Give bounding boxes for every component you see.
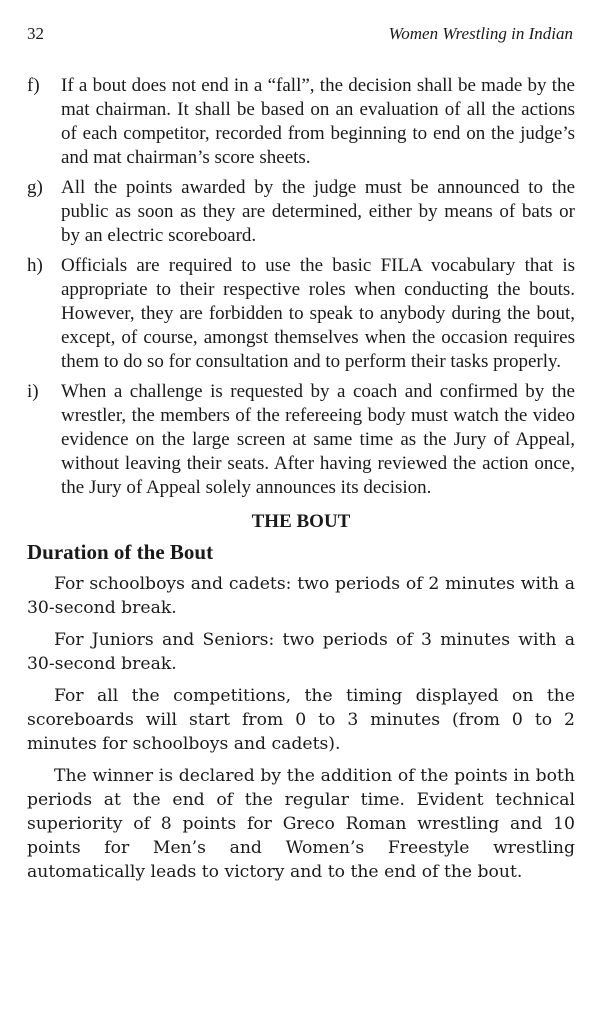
list-item-text: Officials are required to use the basic FILA vocabulary that is appropriate to their respective roles when conducting the bouts. However, they are forbidden to speak to anybody during the bout, except, of course, amongst themselves when the occasion requires them to do so for consultation and to perform their tasks properly. bbox=[61, 255, 575, 372]
list-item-label: f) bbox=[27, 75, 40, 96]
list-item-text: All the points awarded by the judge must be announced to the public as soon as they are determined, either by means of bats or by an electric scoreboard. bbox=[61, 177, 575, 246]
list-item-f bbox=[27, 74, 575, 170]
body-paragraph: For Juniors and Seniors: two periods of 3 minutes with a 30-second break. bbox=[27, 630, 575, 674]
page-number: 32 bbox=[27, 24, 44, 43]
list-item-h bbox=[27, 254, 575, 374]
body-paragraph: The winner is declared by the addition of the points in both periods at the end of the regular time. Evident technical superiority of 8 points for Greco Roman wrestling and 10 points for Men’s and Women’s Freestyle wrestling automatically leads to victory and to the end of the bout. bbox=[27, 766, 575, 882]
list-item-i bbox=[27, 380, 575, 500]
page-header bbox=[27, 24, 573, 48]
list-item-label: h) bbox=[27, 255, 43, 276]
running-title: Women Wrestling in Indian bbox=[388, 24, 573, 43]
list-item-g bbox=[27, 176, 575, 248]
list-item-label: g) bbox=[27, 177, 43, 198]
section-title: THE BOUT bbox=[251, 511, 351, 532]
list-item-text: If a bout does not end in a “fall”, the decision shall be made by the mat chairman. It shall be based on an evaluation of all the actions of each competitor, recorded from beginning to end on the judge’s and mat chairman’s score sheets. bbox=[61, 75, 575, 168]
body-paragraph: For schoolboys and cadets: two periods of 2 minutes with a 30-second break. bbox=[27, 574, 575, 618]
page-body bbox=[27, 74, 575, 892]
list-item-text: When a challenge is requested by a coach and confirmed by the wrestler, the members of the refereeing body must watch the video evidence on the large screen at same time as the Jury of Appeal, without leaving their seats. After having reviewed the action once, the Jury of Appeal solely announces its decision. bbox=[61, 381, 575, 498]
list-item-label: i) bbox=[27, 381, 39, 402]
sub-heading: Duration of the Bout bbox=[27, 540, 214, 564]
body-paragraph: For all the competitions, the timing displayed on the scoreboards will start from 0 to 3 minutes (from 0 to 2 minutes for schoolboys and cadets). bbox=[27, 686, 575, 754]
